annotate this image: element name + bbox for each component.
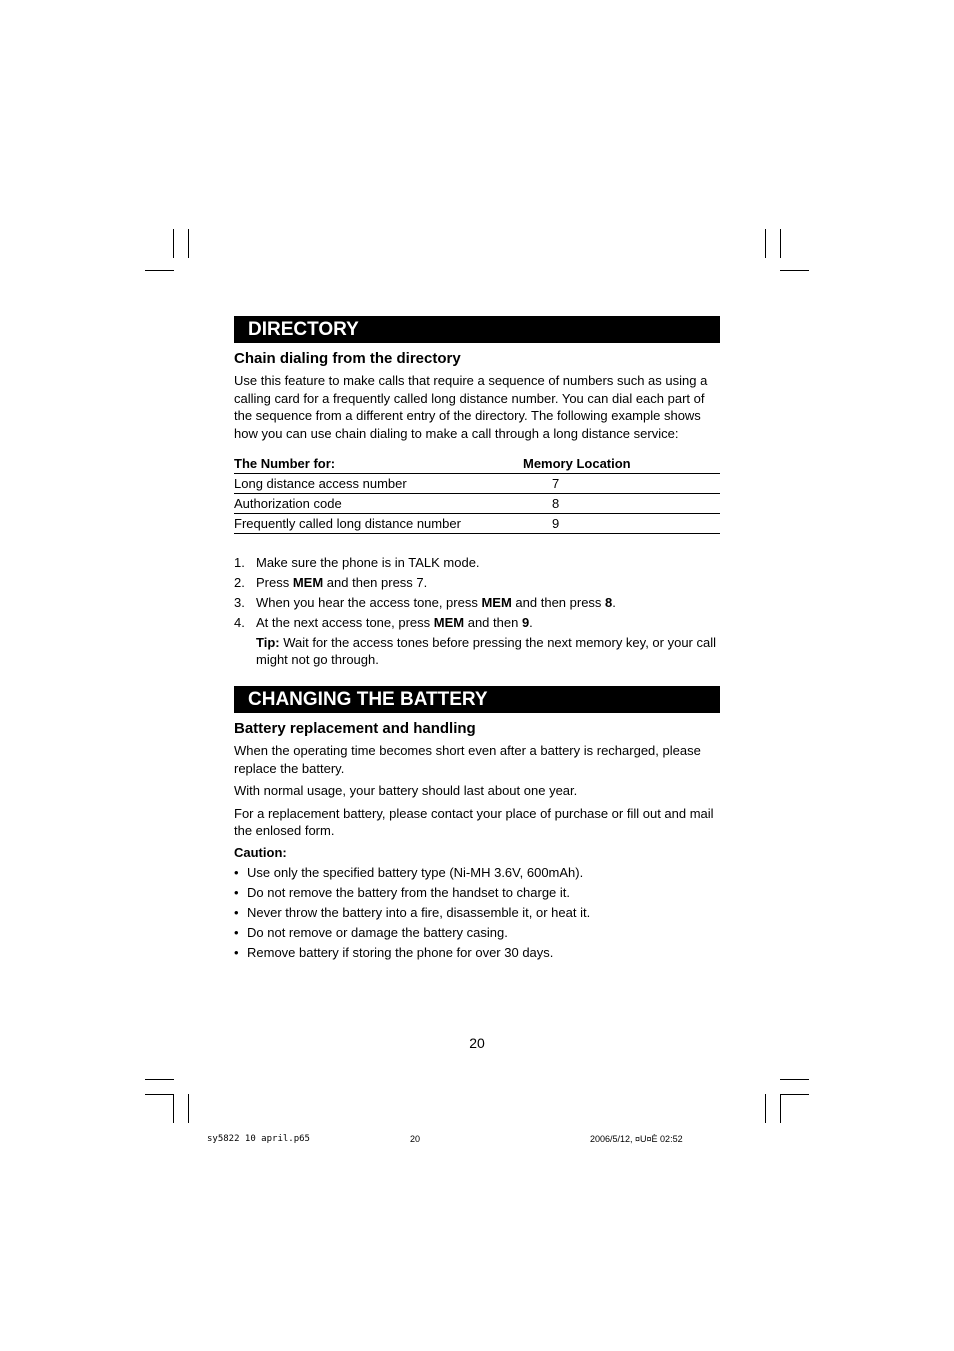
step-text: At the next access tone, press MEM and then 9. bbox=[256, 615, 533, 630]
column-header-number-for: The Number for: bbox=[234, 456, 336, 471]
step-item bbox=[234, 614, 720, 631]
table-row bbox=[234, 474, 720, 494]
caution-text: Use only the specified battery type (Ni-MH 3.6V, 600mAh). bbox=[247, 864, 584, 880]
page-content bbox=[234, 316, 720, 964]
table-cell-number-for: Frequently called long distance number bbox=[234, 514, 523, 534]
step-number: 4. bbox=[234, 615, 245, 630]
column-header-memory-location: Memory Location bbox=[523, 456, 631, 471]
bullet-icon: • bbox=[234, 924, 239, 940]
directory-header: DIRECTORY bbox=[234, 316, 720, 343]
chain-dialing-heading: Chain dialing from the directory bbox=[234, 350, 461, 367]
caution-text: Do not remove or damage the battery casing. bbox=[247, 924, 508, 940]
caution-text: Do not remove the battery from the handset to charge it. bbox=[247, 884, 571, 900]
table-row bbox=[234, 514, 720, 534]
bullet-icon: • bbox=[234, 884, 239, 900]
bullet-icon: • bbox=[234, 944, 239, 960]
tip-note bbox=[256, 634, 720, 668]
step-item bbox=[234, 574, 720, 591]
list-item bbox=[234, 904, 720, 921]
footer-timestamp: 2006/5/12, ¤U¤È 02:52 bbox=[590, 1134, 683, 1144]
step-number: 1. bbox=[234, 555, 245, 570]
battery-replacement-heading: Battery replacement and handling bbox=[234, 720, 476, 737]
table-cell-number-for: Authorization code bbox=[234, 494, 523, 514]
memory-location-table bbox=[234, 455, 720, 534]
battery-paragraph: With normal usage, your battery should last about one year. bbox=[234, 783, 578, 798]
step-number: 3. bbox=[234, 595, 245, 610]
caution-text: Never throw the battery into a fire, disassemble it, or heat it. bbox=[247, 904, 591, 920]
footer-page: 20 bbox=[410, 1134, 421, 1144]
footer-filename: sy5822 10 april.p65 bbox=[207, 1134, 310, 1144]
tip-text: Wait for the access tones before pressing the next memory key, or your call might not go through. bbox=[256, 635, 717, 667]
chain-dialing-steps bbox=[234, 554, 720, 631]
bullet-icon: • bbox=[234, 904, 239, 920]
list-item bbox=[234, 944, 720, 961]
table-cell-number-for: Long distance access number bbox=[234, 474, 523, 494]
step-item bbox=[234, 594, 720, 611]
caution-text: Remove battery if storing the phone for over 30 days. bbox=[247, 944, 554, 960]
tip-label: Tip: bbox=[256, 635, 280, 650]
step-text: When you hear the access tone, press MEM and then press 8. bbox=[256, 595, 616, 610]
directory-section bbox=[234, 316, 720, 668]
table-row bbox=[234, 494, 720, 514]
step-number: 2. bbox=[234, 575, 245, 590]
battery-paragraph: When the operating time becomes short even after a battery is recharged, please replace the battery. bbox=[234, 743, 701, 776]
list-item bbox=[234, 864, 720, 881]
step-text: Make sure the phone is in TALK mode. bbox=[256, 555, 480, 570]
caution-label: Caution: bbox=[234, 844, 287, 860]
table-cell-memory-location: 7 bbox=[523, 474, 720, 494]
page-number: 20 bbox=[469, 1035, 485, 1051]
list-item bbox=[234, 884, 720, 901]
battery-header: CHANGING THE BATTERY bbox=[234, 686, 720, 713]
table-header-row bbox=[234, 455, 720, 474]
list-item bbox=[234, 924, 720, 941]
table-cell-memory-location: 8 bbox=[523, 494, 720, 514]
step-item bbox=[234, 554, 720, 571]
step-text: Press MEM and then press 7. bbox=[256, 575, 428, 590]
caution-list bbox=[234, 864, 720, 961]
battery-paragraph: For a replacement battery, please contact your place of purchase or fill out and mail the enlosed form. bbox=[234, 805, 714, 838]
table-cell-memory-location: 9 bbox=[523, 514, 720, 534]
bullet-icon: • bbox=[234, 864, 239, 880]
battery-section bbox=[234, 686, 720, 961]
chain-dialing-intro: Use this feature to make calls that require a sequence of numbers such as using a calling card for a frequently called long distance number. You can dial each part of the sequence from a different entry of the directory. The following example shows how you can use chain dialing to make a call through a long distance service: bbox=[234, 373, 708, 441]
